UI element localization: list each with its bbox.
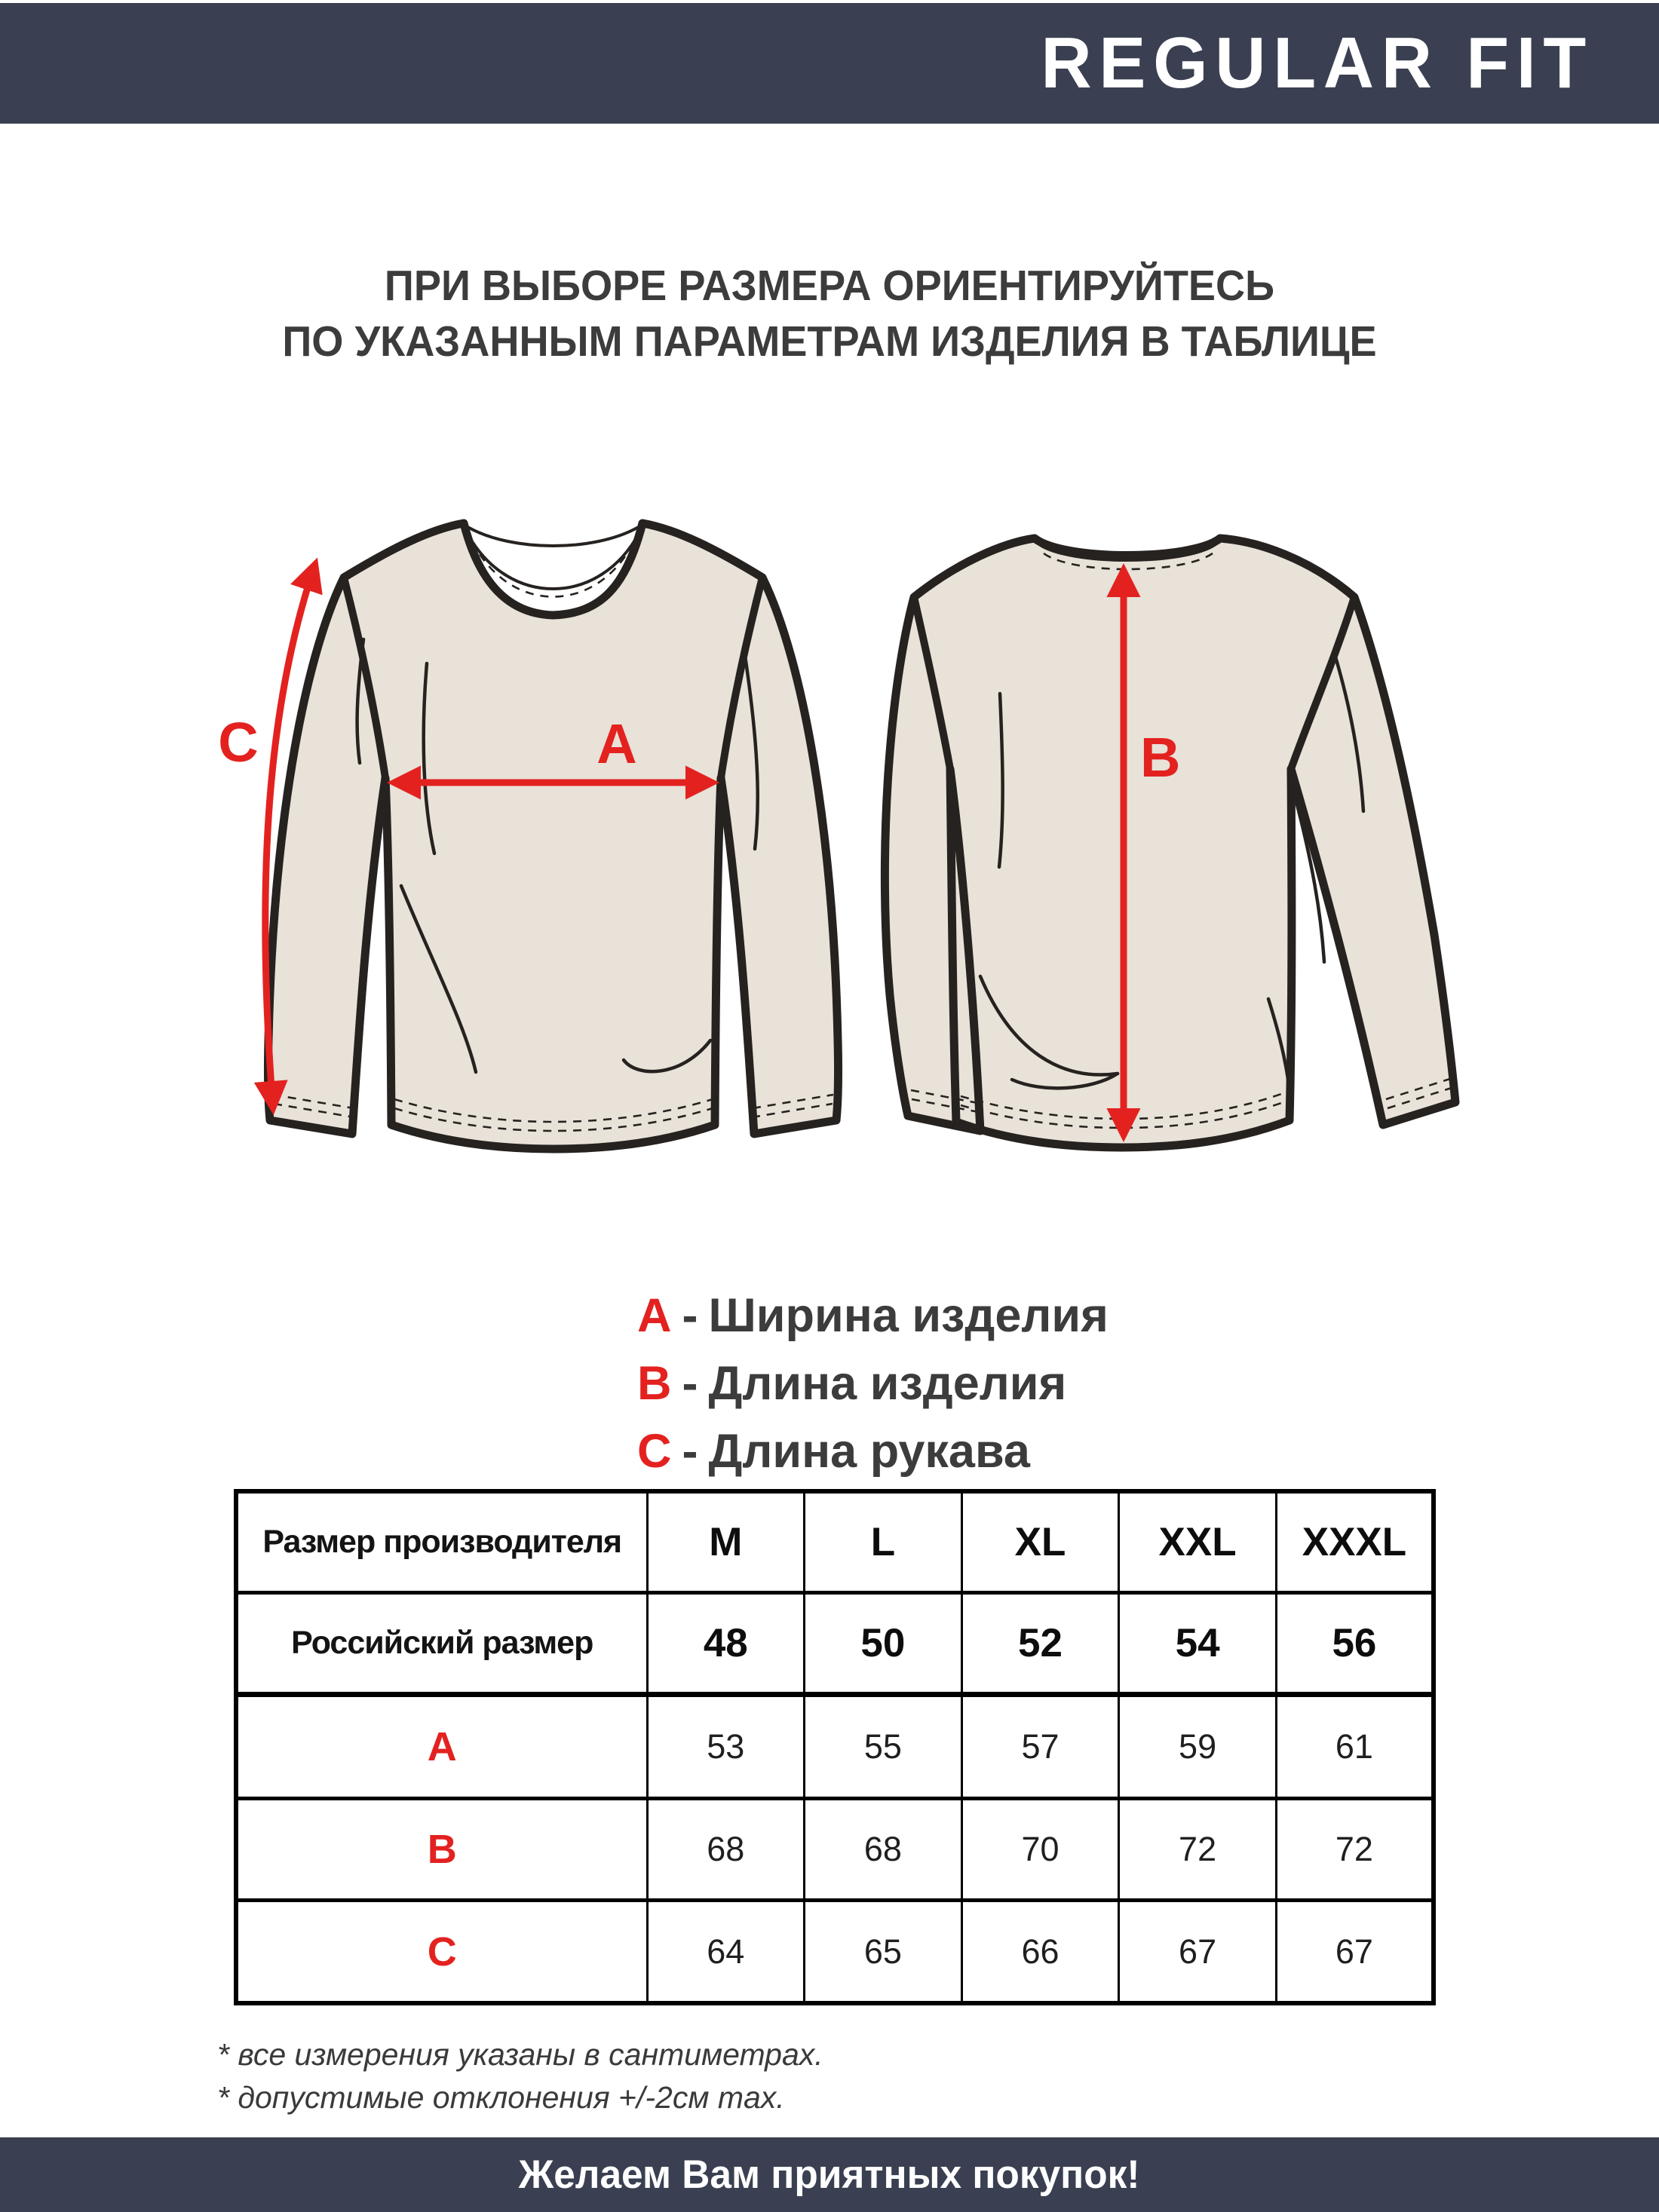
size-value-cell: 54: [1119, 1592, 1277, 1694]
table-row-manufacturer-size: [236, 1491, 1434, 1592]
intro-heading: [0, 258, 1659, 369]
row-label-cell: A: [236, 1695, 647, 1798]
back-shirt-drawing: [885, 538, 1455, 1147]
measure-value-cell: 57: [961, 1695, 1119, 1798]
top-banner: [0, 3, 1659, 124]
legend-letter-c: C: [637, 1425, 672, 1478]
size-table-container: [234, 1489, 1436, 2005]
measure-value-cell: 65: [805, 1901, 962, 2003]
measure-value-cell: 72: [1276, 1798, 1434, 1900]
legend-label-b: Длина изделия: [708, 1357, 1067, 1410]
fit-title: REGULAR FIT: [1041, 23, 1593, 103]
intro-line-2: ПО УКАЗАННЫМ ПАРАМЕТРАМ ИЗДЕЛИЯ В ТАБЛИЦЕ: [282, 317, 1377, 366]
measure-value-cell: 64: [647, 1901, 805, 2003]
footnote-tolerance: * допустимые отклонения +/-2см max.: [217, 2080, 785, 2115]
table-row-russian-size: [236, 1592, 1434, 1694]
measure-value-cell: 66: [961, 1901, 1119, 2003]
legend-item-b: [637, 1350, 1109, 1417]
size-value-cell: XL: [961, 1491, 1119, 1592]
table-row-measure-b: [236, 1798, 1434, 1900]
row-label-cell: Российский размер: [236, 1592, 647, 1694]
front-shirt-drawing: [268, 523, 838, 1149]
measure-label-b: B: [1140, 726, 1181, 789]
measure-value-cell: 68: [805, 1798, 962, 1900]
size-value-cell: M: [647, 1491, 805, 1592]
row-label-cell: Размер производителя: [236, 1491, 647, 1592]
measure-value-cell: 67: [1119, 1901, 1277, 2003]
size-table: [234, 1489, 1436, 2005]
row-label-cell: B: [236, 1798, 647, 1900]
measure-value-cell: 59: [1119, 1695, 1277, 1798]
size-value-cell: XXXL: [1276, 1491, 1434, 1592]
legend-letter-a: A: [637, 1289, 672, 1342]
table-row-measure-c: [236, 1901, 1434, 2003]
size-value-cell: 56: [1276, 1592, 1434, 1694]
legend-letter-b: B: [637, 1357, 672, 1410]
measure-value-cell: 67: [1276, 1901, 1434, 2003]
table-row-measure-a: [236, 1695, 1434, 1798]
legend-separator: -: [682, 1425, 698, 1478]
measure-value-cell: 55: [805, 1695, 962, 1798]
footnotes: [217, 2033, 823, 2119]
measure-value-cell: 68: [647, 1798, 805, 1900]
measure-value-cell: 70: [961, 1798, 1119, 1900]
size-value-cell: 50: [805, 1592, 962, 1694]
back-view-diagram: [867, 513, 1523, 1161]
footnote-units: * все измерения указаны в сантиметрах.: [217, 2037, 823, 2072]
bottom-banner: [0, 2137, 1659, 2212]
legend-label-c: Длина рукава: [708, 1425, 1030, 1478]
measure-value-cell: 53: [647, 1695, 805, 1798]
legend-item-c: [637, 1417, 1109, 1485]
size-value-cell: 48: [647, 1592, 805, 1694]
front-view-diagram: [204, 513, 860, 1161]
measure-value-cell: 72: [1119, 1798, 1277, 1900]
measure-label-c: C: [218, 711, 259, 774]
legend-item-a: [637, 1282, 1109, 1350]
measure-label-a: A: [596, 712, 637, 775]
measure-value-cell: 61: [1276, 1695, 1434, 1798]
legend-label-a: Ширина изделия: [708, 1289, 1109, 1342]
legend-separator: -: [682, 1289, 698, 1342]
size-value-cell: L: [805, 1491, 962, 1592]
intro-line-1: ПРИ ВЫБОРЕ РАЗМЕРА ОРИЕНТИРУЙТЕСЬ: [384, 262, 1275, 310]
measurement-legend: [637, 1282, 1109, 1485]
legend-separator: -: [682, 1357, 698, 1410]
size-value-cell: XXL: [1119, 1491, 1277, 1592]
row-label-cell: C: [236, 1901, 647, 2003]
size-value-cell: 52: [961, 1592, 1119, 1694]
farewell-message: Желаем Вам приятных покупок!: [519, 2152, 1140, 2197]
